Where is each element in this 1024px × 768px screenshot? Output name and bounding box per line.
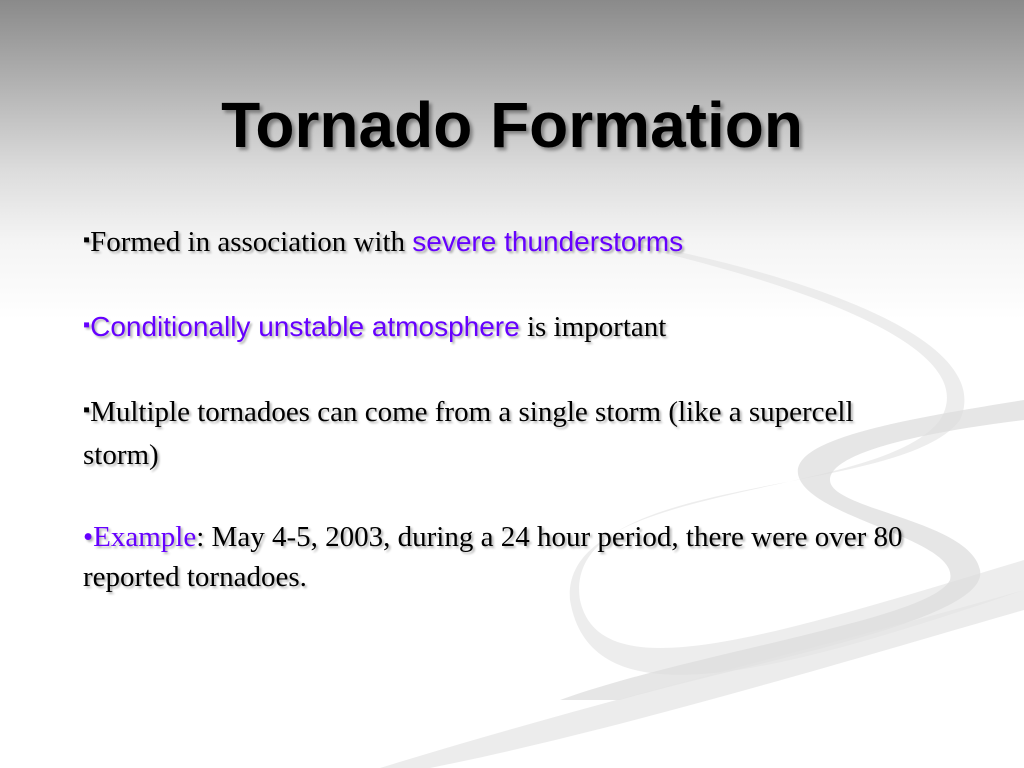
bullet-3: ▪Multiple tornadoes can come from a single storm (like a supercell storm) bbox=[83, 396, 854, 471]
square-bullet-icon: ▪ bbox=[83, 399, 91, 421]
square-bullet-icon: ▪ bbox=[83, 314, 91, 336]
highlight-text: Example bbox=[93, 521, 197, 553]
round-bullet-icon: • bbox=[83, 521, 94, 553]
slide-title: Tornado Formation bbox=[221, 89, 803, 161]
square-bullet-icon: ▪ bbox=[83, 229, 91, 251]
bullet-1: ▪Formed in association with severe thunderstorms bbox=[83, 226, 684, 258]
bullet-2: ▪Conditionally unstable atmosphere is important bbox=[83, 311, 667, 343]
bullet-4: •Example: May 4-5, 2003, during a 24 hour period, there were over 80 reported tornadoes. bbox=[83, 521, 903, 593]
slide-body bbox=[83, 222, 903, 597]
highlight-text: severe thunderstorms bbox=[412, 226, 684, 257]
highlight-text: Conditionally unstable atmosphere bbox=[90, 311, 520, 342]
